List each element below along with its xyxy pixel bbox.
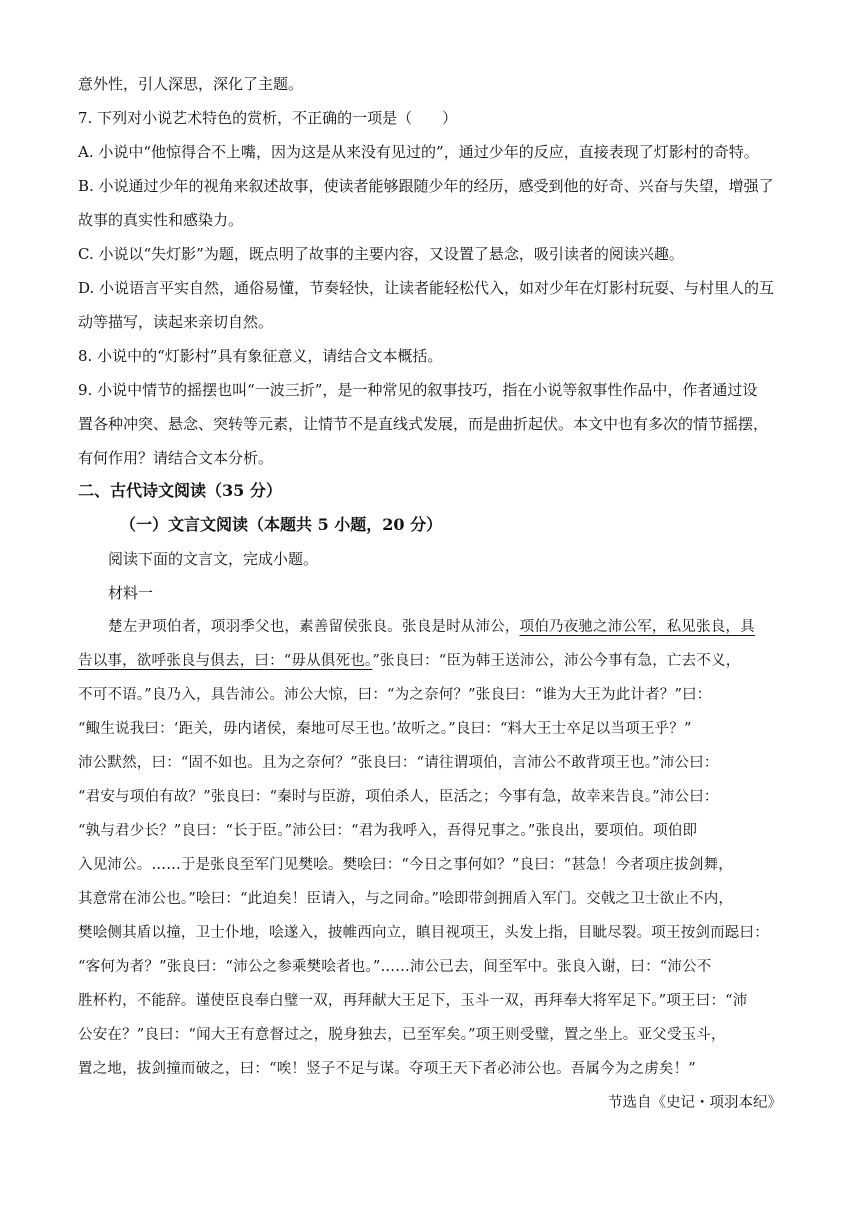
classical-text-line: “鲰生说我曰：‘距关，毋内诸侯，秦地可尽王也。’故听之。”良曰：“料大王士卒足以当项王乎？” [78,721,692,737]
option-d: D. 小说语言平实自然，通俗易懂，节奏轻快，让读者能轻松代入，如对少年在灯影村玩耍、与村里人的互 [78,279,775,297]
option-c: C. 小说以“失灯影”为题，既点明了故事的主要内容，又设置了悬念，吸引读者的阅读兴趣。 [78,245,684,263]
subsection-heading: （一）文言文阅读（本题共 5 小题，20 分） [120,515,443,534]
classical-text-line: “孰与君少长？”良曰：“长于臣。”沛公曰：“君为我呼入，吾得兄事之。”张良出，要项伯。项伯即 [78,823,698,839]
classical-text-line: 置之地，拔剑撞而破之，曰：“唉！竖子不足与谋。夺项王天下者必沛公也。吾属今为之虏矣！” [78,1061,696,1077]
underlined-sentence: 告以事，欲呼张良与俱去，曰：“毋从俱死也。 [78,653,373,669]
underlined-sentence: 项伯乃夜驰之沛公军，私见张良，具 [519,619,755,635]
classical-text-line: 胜杯杓，不能辞。谨使臣良奉白璧一双，再拜献大王足下，玉斗一双，再拜奉大将军足下。”项王曰：“沛 [78,993,748,1009]
question-8: 8. 小说中的“灯影村”具有象征意义，请结合文本概括。 [78,347,443,365]
classical-text-line: 不可不语。”良乃入，具告沛公。沛公大惊，曰：“为之奈何？”张良曰：“谁为大王为此计者？”曰： [78,687,712,703]
option-b: B. 小说通过少年的视角来叙述故事，使读者能够跟随少年的经历，感受到他的好奇、兴奋与失望，增强了 [78,177,774,195]
option-a: A. 小说中“他惊得合不上嘴，因为这是从来没有见过的”，通过少年的反应，直接表现了灯影村的奇特。 [78,143,759,161]
classical-text-line: 樊哙侧其盾以撞，卫士仆地，哙遂入，披帷西向立，瞋目视项王，头发上指，目眦尽裂。项王按剑而跽曰： [78,925,769,941]
question-7: 7. 下列对小说艺术特色的赏析，不正确的一项是（ ） [78,109,458,127]
classical-text-line: “客何为者？”张良曰：“沛公之参乘樊哙者也。”……沛公已去，间至军中。张良入谢，曰：“沛公不 [78,959,712,975]
question-9-cont: 置各种冲突、悬念、突转等元素，让情节不是直线式发展，而是曲折起伏。本文中也有多次的情节摇摆， [78,415,769,433]
classical-text-line: 沛公默然，曰：“固不如也。且为之奈何？”张良曰：“请往谓项伯，言沛公不敢背项王也。”沛公曰： [78,755,719,771]
classical-text-line: 告以事，欲呼张良与俱去，曰：“毋从俱死也。”张良曰：“臣为韩王送沛公，沛公今事有急，亡去不义， [78,653,741,669]
classical-text-line: “君安与项伯有故？”张良曰：“秦时与臣游，项伯杀人，臣活之；今事有急，故幸来告良。”沛公曰： [78,789,719,805]
section-heading: 二、古代诗文阅读（35 分） [78,481,282,500]
option-b-cont: 故事的真实性和感染力。 [78,211,244,229]
instruction: 阅读下面的文言文，完成小题。 [108,550,319,568]
classical-text-line: 其意常在沛公也。”哙曰：“此迫矣！臣请入，与之同命。”哙即带剑拥盾入军门。交戟之卫士欲止不内， [78,891,734,907]
question-9-cont: 有何作用？请结合文本分析。 [78,449,274,467]
material-label: 材料一 [108,584,154,602]
text-line: 意外性，引人深思，深化了主题。 [78,75,304,93]
question-9: 9. 小说中情节的摇摆也叫“一波三折”，是一种常见的叙事技巧，指在小说等叙事性作品中，作者通过设 [78,381,758,399]
classical-text-line: 公安在？”良曰：“闻大王有意督过之，脱身独去，已至军矣。”项王则受璧，置之坐上。亚父受玉斗， [78,1027,726,1043]
option-d-cont: 动等描写，读起来亲切自然。 [78,313,274,331]
classical-text-line: 入见沛公。……于是张良至军门见樊哙。樊哙曰：“今日之事何如？”良曰：“甚急！今者项庄拔剑舞， [78,857,733,873]
source-citation: 节选自《史记・项羽本纪》 [608,1095,782,1111]
classical-text-line: 楚左尹项伯者，项羽季父也，素善留侯张良。张良是时从沛公，项伯乃夜驰之沛公军，私见张良，具 [108,619,755,635]
